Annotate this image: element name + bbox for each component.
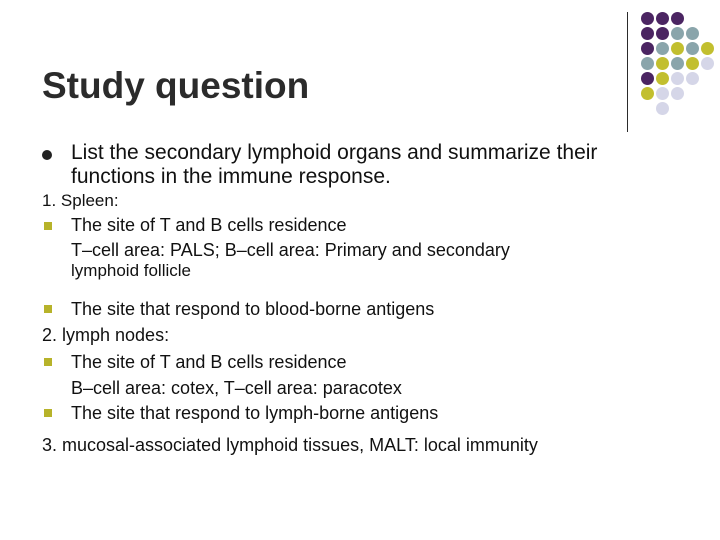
spleen-bullet-1-sub-2: lymphoid follicle: [71, 261, 191, 280]
square-bullet-icon: [44, 222, 52, 230]
slide-title: Study question: [42, 65, 310, 106]
square-bullet-icon: [44, 409, 52, 417]
lymph-bullet-2: The site that respond to lymph-borne antigens: [71, 403, 439, 423]
square-bullet-icon: [44, 358, 52, 366]
decorative-dot: [641, 57, 654, 70]
spleen-heading: 1. Spleen:: [42, 191, 119, 210]
decorative-dot: [671, 27, 684, 40]
decorative-dot: [656, 87, 669, 100]
decorative-dot: [656, 102, 669, 115]
spleen-bullet-1-sub-1: T–cell area: PALS; B–cell area: Primary and secondary: [71, 240, 510, 260]
decorative-dot: [686, 42, 699, 55]
decorative-dot: [641, 42, 654, 55]
square-bullet-icon: [44, 305, 52, 313]
lymph-bullet-1: The site of T and B cells residence: [71, 352, 347, 372]
decorative-dot: [641, 72, 654, 85]
decorative-dot: [656, 42, 669, 55]
question-line-1: List the secondary lymphoid organs and summarize their: [71, 141, 598, 164]
decorative-dot: [686, 72, 699, 85]
decorative-dot: [656, 72, 669, 85]
decorative-dot: [686, 57, 699, 70]
decorative-dot: [656, 12, 669, 25]
title-divider-line: [627, 12, 628, 132]
malt-line: 3. mucosal-associated lymphoid tissues, MALT: local immunity: [42, 435, 538, 455]
round-bullet-icon: [42, 150, 52, 160]
decorative-dot: [641, 27, 654, 40]
lymph-bullet-1-sub: B–cell area: cotex, T–cell area: paracotex: [71, 378, 402, 398]
decorative-dot: [686, 27, 699, 40]
decorative-dot: [641, 12, 654, 25]
decorative-dot: [671, 57, 684, 70]
decorative-dot: [671, 87, 684, 100]
question-line-2: functions in the immune response.: [71, 165, 391, 188]
decorative-dot: [656, 57, 669, 70]
decorative-dot-grid: [636, 12, 720, 108]
decorative-dot: [671, 12, 684, 25]
lymph-heading: 2. lymph nodes:: [42, 325, 170, 345]
spleen-bullet-1: The site of T and B cells residence: [71, 215, 347, 235]
decorative-dot: [671, 42, 684, 55]
decorative-dot: [641, 87, 654, 100]
decorative-dot: [671, 72, 684, 85]
decorative-dot: [656, 27, 669, 40]
decorative-dot: [701, 42, 714, 55]
spleen-bullet-2: The site that respond to blood-borne antigens: [71, 299, 435, 319]
decorative-dot: [701, 57, 714, 70]
